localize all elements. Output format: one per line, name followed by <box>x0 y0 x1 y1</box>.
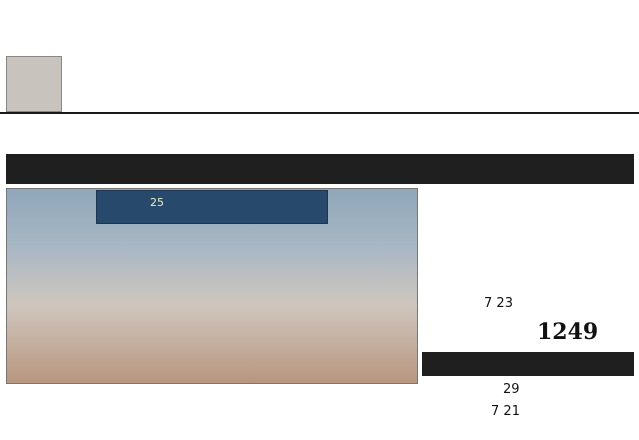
urs-column: 21 <box>503 404 520 419</box>
side-story-continuation <box>484 296 513 311</box>
event-bar <box>6 154 634 184</box>
side-story-page: 7 <box>484 296 493 311</box>
backdrop-number: 25 <box>150 196 164 209</box>
headline-portrait <box>6 56 62 112</box>
urs-subheadline <box>422 352 634 376</box>
urs-continuation <box>491 404 520 419</box>
side-story-column: 23 <box>496 296 513 311</box>
subheadline <box>10 118 630 148</box>
backdrop-sign <box>96 190 328 224</box>
urs-number: 1249 <box>537 319 599 345</box>
photo-caption <box>6 384 416 438</box>
urs-body <box>422 380 634 438</box>
urs-days: 29 <box>503 382 520 397</box>
headline-banner <box>0 0 639 114</box>
side-story <box>422 188 634 312</box>
urs-page: 7 <box>491 404 500 419</box>
